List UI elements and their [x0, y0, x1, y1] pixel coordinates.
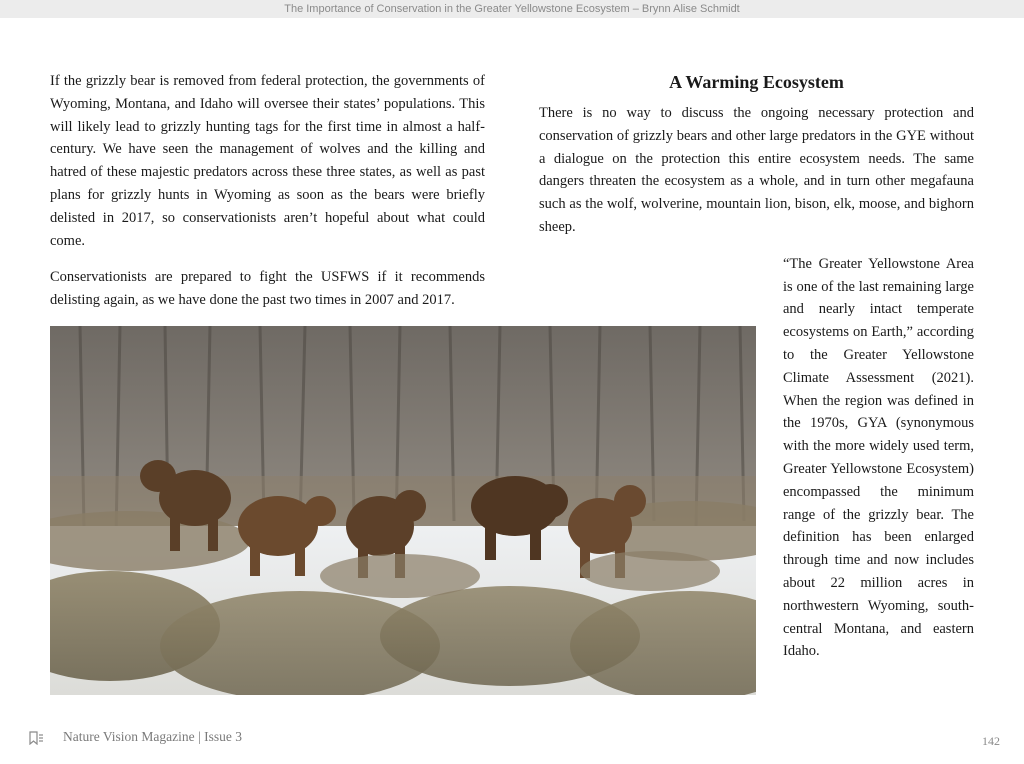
running-header: The Importance of Conservation in the Greater Yellowstone Ecosystem – Brynn Alise Schmidt	[0, 0, 1024, 18]
page-footer	[0, 724, 1024, 754]
paragraph-gya-text: “The Greater Yellowstone Area is one of the last remaining large and nearly intact temperate ecosystems on Earth,” according to the Greater Yellowstone Climate Assessment (2021). When the region was defined in the 1970s, GYA (synonymous with the more widely used term, Greater Yellowstone Ecosystem) encompassed the minimum range of the grizzly bear. The definition has been enlarged through time and now includes about 22 million acres in northwestern Wyoming, south-central Montana, and eastern Idaho.	[783, 255, 974, 660]
left-column	[50, 70, 485, 312]
magazine-name: Nature Vision Magazine | Issue 3	[63, 729, 242, 744]
grizzly-bears-photo	[50, 326, 756, 695]
paragraph-delisting: If the grizzly bear is removed from federal protection, the governments of Wyoming, Montana, and Idaho will oversee their states’ populations. This will likely lead to grizzly hunting tags for the first time in almost a half-century. We have seen the management of wolves and the killing and hatred of these majestic predators across these three states, as well as past plans for grizzly hunts in Wyoming as soon as the bears were briefly delisted in 2017, so conservationists aren’t hopeful about what could come.	[50, 73, 485, 249]
paragraph-ecosystem: There is no way to discuss the ongoing necessary protection and conservation of grizzly bears and other large predators in the GYE without a dialogue on the protection this entire ecosystem needs. The same dangers threaten the ecosystem as a whole, and in turn other megafauna such as the wolf, wolverine, mountain lion, bison, elk, moose, and bighorn sheep.	[539, 105, 974, 235]
page-number: 142	[982, 734, 1000, 748]
paragraph-usfws: Conservationists are prepared to fight the USFWS if it recommends delisting again, as we have done the past two times in 2007 and 2017.	[50, 269, 485, 309]
bookmark-icon[interactable]	[28, 731, 44, 745]
section-heading: A Warming Ecosystem	[669, 72, 844, 92]
